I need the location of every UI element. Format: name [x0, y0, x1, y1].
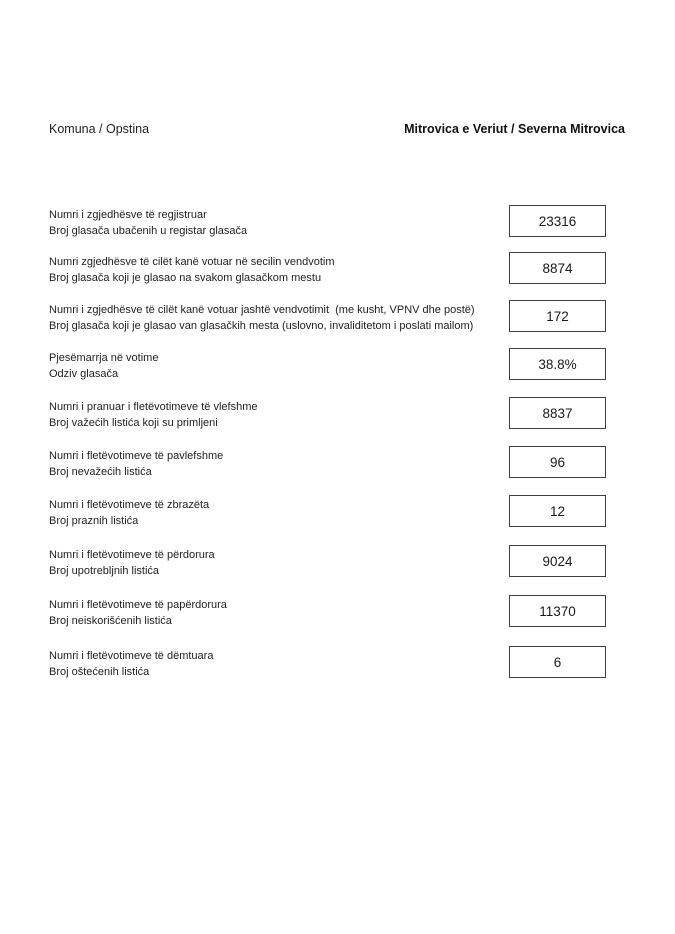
municipality-name: Mitrovica e Veriut / Severna Mitrovica: [404, 122, 625, 136]
stat-label: [49, 207, 247, 239]
stat-label-albanian: Numri i zgjedhësve të regjistruar: [49, 209, 207, 221]
value-box: [509, 446, 606, 478]
value-text: 9024: [542, 553, 573, 569]
value-box: [509, 545, 606, 577]
value-box: [509, 348, 606, 380]
stat-row: [0, 545, 675, 579]
stat-label-albanian: Numri i zgjedhësve të cilët kanë votuar jashtë vendvotimit (me kusht, VPNV dhe postë): [49, 304, 475, 316]
stat-label: [49, 597, 227, 629]
stat-label-albanian: Numri i fletëvotimeve të dëmtuara: [49, 650, 214, 662]
stat-label-serbian: Broj neiskorišćenih listića: [49, 615, 172, 627]
value-text: 23316: [538, 213, 577, 229]
municipality-label: Komuna / Opstina: [49, 122, 150, 136]
value-box: [509, 595, 606, 627]
stat-label-serbian: Broj važećih listića koji su primljeni: [49, 417, 218, 429]
value-text: 11370: [539, 603, 576, 619]
stat-row: [0, 646, 675, 680]
stat-row: [0, 595, 675, 629]
value-box: [509, 495, 606, 527]
stat-label: [49, 448, 223, 480]
value-box: [509, 252, 606, 284]
stat-row: [0, 446, 675, 480]
stat-row: [0, 348, 675, 382]
stat-label: [49, 648, 213, 680]
value-box: [509, 397, 606, 429]
value-text: 12: [549, 503, 566, 519]
stat-row: [0, 252, 675, 286]
stat-label-albanian: Numri i pranuar i fletëvotimeve të vlefshme: [49, 401, 258, 413]
stat-label: [49, 497, 209, 529]
value-text: 172: [546, 308, 569, 324]
stat-label: [49, 547, 215, 579]
value-box: [509, 646, 606, 678]
stat-label: [49, 350, 158, 382]
stat-label-albanian: Pjesëmarrja në votime: [49, 352, 159, 364]
stat-label: [49, 302, 475, 334]
stat-row: [0, 300, 675, 334]
value-text: 8837: [542, 405, 573, 421]
stat-label-serbian: Broj glasača ubačenih u registar glasača: [49, 225, 248, 237]
value-box: [509, 300, 606, 332]
value-box: [509, 205, 606, 237]
value-text: 8874: [542, 260, 573, 276]
value-text: 96: [549, 454, 566, 470]
stat-label-serbian: Broj oštećenih listića: [49, 666, 150, 678]
stat-row: [0, 205, 675, 239]
stat-label-serbian: Broj nevažećih listića: [49, 466, 152, 478]
stat-row: [0, 397, 675, 431]
value-text: 38.8%: [538, 356, 577, 372]
stat-label-albanian: Numri i fletëvotimeve të papërdorura: [49, 599, 227, 611]
stat-label-serbian: Broj glasača koji je glasao van glasačkih mesta (uslovno, invaliditetom i poslati mailom): [49, 320, 474, 332]
stat-label-albanian: Numri i fletëvotimeve të zbrazëta: [49, 499, 210, 511]
stat-label-serbian: Broj praznih listića: [49, 515, 139, 527]
value-text: 6: [553, 654, 562, 670]
stat-row: [0, 495, 675, 529]
stat-label-albanian: Numri i fletëvotimeve të përdorura: [49, 549, 215, 561]
stat-label-serbian: Broj upotrebljnih listića: [49, 565, 160, 577]
stat-label: [49, 399, 257, 431]
stat-label-albanian: Numri i fletëvotimeve të pavlefshme: [49, 450, 224, 462]
stat-label-serbian: Broj glasača koji je glasao na svakom glasačkom mestu: [49, 272, 322, 284]
stat-label-serbian: Odziv glasača: [49, 368, 119, 380]
stat-label: [49, 254, 335, 286]
stat-label-albanian: Numri zgjedhësve të cilët kanë votuar në secilin vendvotim: [49, 256, 335, 268]
